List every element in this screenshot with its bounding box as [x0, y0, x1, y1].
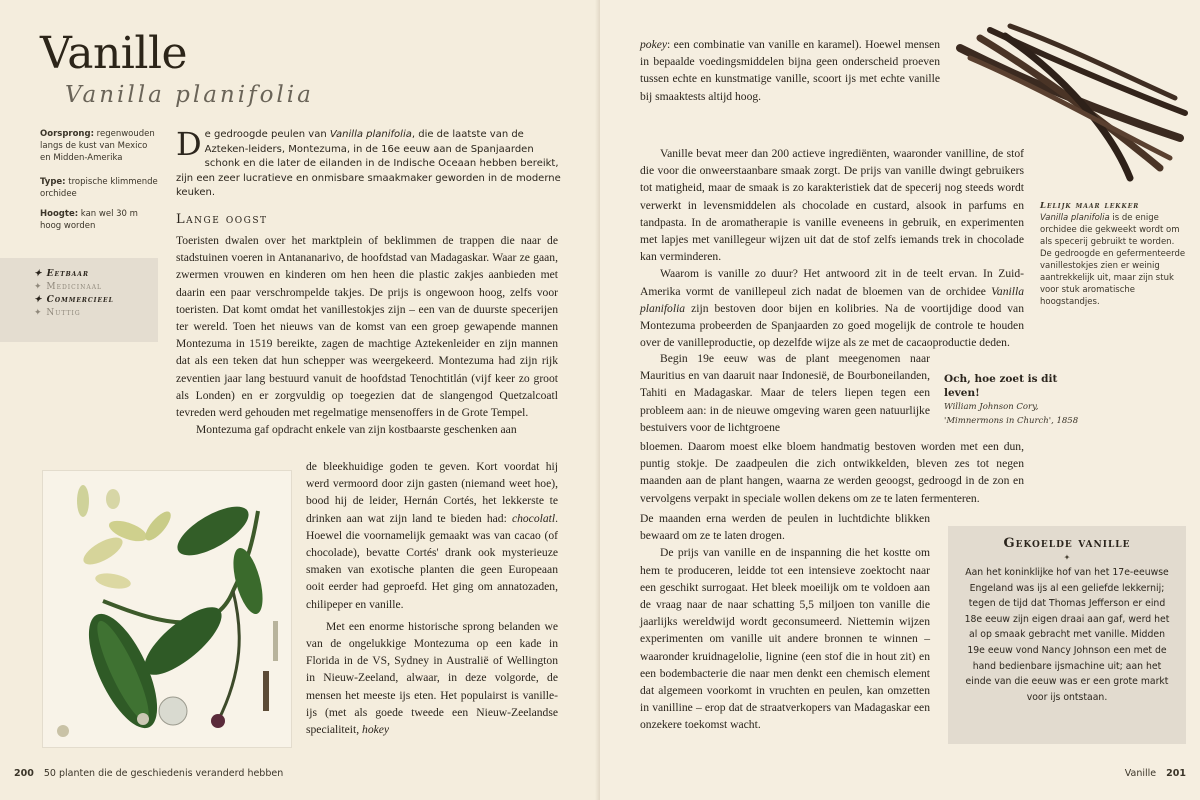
paragraph-7: De prijs van vanille en de inspanning die het kostte om hem te produceren, leidde tot een intensieve zoektocht naar een geschikt surrogaat. Het bleek moeilijk om te voldoen aan de vraag naar de naar schatting 5,5 miljoen ton vanille die jaarlijks wereldwijd wordt geconsumeerd. Niettemin wijzen experimenten om vanille uit andere bronnen te winnen – waaronder kruidnagelolie, lignine (een stof die in hout zit) en een bodembacterie die naar men denkt een chemisch element dat algemeen voorkomt in vruchten en peulen, kan omzetten in vanilline – erop dat de straatverkopers van Madagaskar een onzekere toekomst wacht.: [640, 546, 930, 732]
image-caption: [1040, 200, 1188, 308]
uses-list: [0, 258, 158, 342]
page-subtitle: Vanilla planifolia: [65, 82, 314, 108]
info-origin: [40, 128, 160, 164]
info-type: [40, 176, 160, 200]
page-number-left: 200: [14, 768, 34, 779]
caption-title: Lelijk maar lekker: [1040, 201, 1140, 211]
paragraph-1: Toeristen dwalen over het marktplein of beklimmen de trappen die naar de stadstuinen voeren in Antananarivo, de hoofdstad van Madagaskar. Waar ze gaan, zwermen vrouwen en kinderen om hen heen die plastic zakjes aanbieden met daarin een paar verschrompelde takjes. De prijs is ongewoon hoog, zelfs voor toeristen. Dat komt omdat het vanillestokjes zijn – een van de duurste specerijen ter wereld. Toen het nieuws van de komst van een groep gewapende mannen Montezuma in 1519 bereikte, zagen de machtige Aztekenleider en zijn mannen dat als een teken dat hun schepper was weergekeerd. Montezuma had zijn rijk zeventien jaar lang bestuurd vanuit de hoofdstad Tenochtitlán (vijf keer zo groot als Londen) en er zorgvuldig op toegezien dat de slangengod Quetzalcoatl tevreden werd gehouden met regelmatige mensenoffers in de Grote Tempel.: [176, 234, 558, 420]
info-origin-label: Oorsprong:: [40, 129, 94, 139]
caption-text: Vanilla planifolia is de enige orchidee die gekweekt wordt om als specerij gebruikt te worden. De gedroogde en gefermenteerde vanillestokjes zien er weinig aantrekkelijk uit, maar zijn stuk voor stuk aromatische hoogstandjes.: [1040, 213, 1186, 307]
paragraph-5: Waarom is vanille zo duur? Het antwoord zit in de teelt ervan. In Zuid-Amerika vormt de vanillepeul zich nadat de bloemen van de orchidee Vanilla planifolia zijn bestoven door bijen en kolibries. Na de voortijdige dood van Montezuma probeerden de Spanjaarden zo goed mogelijk de controle te houden over de vanilleproductie, op dezelfde wijze als ze met de cacaoproductie deden.: [640, 267, 1024, 350]
quote-text: Och, hoe zoet is dit leven!: [944, 373, 1058, 399]
sidebar-box: [948, 526, 1186, 744]
section-heading: Lange oogst: [176, 212, 268, 227]
intro-italic: Vanilla planifolia: [329, 129, 412, 140]
body-column-left: [176, 232, 558, 438]
body-column-right-narrow: [640, 350, 930, 436]
drop-cap: D: [176, 125, 202, 163]
use-commercieel: ✦ Commercieel: [34, 295, 114, 305]
paragraph-4: Vanille bevat meer dan 200 actieve ingrediënten, waaronder vanilline, de stof die voor die onweerstaanbare smaak zorgt. De prijs van vanille dwingt gebruikers tot matigheid, maar de smaak is zo karakteristiek dat de specerij nog steeds wordt verwerkt in levensmiddelen als chocolade en custard, alsook in parfums en tandpasta. In de aromatherapie is vanille eveneens in gebruik, en experimenten met lapjes met vanillegeur wijzen uit dat de stof zelfs iemands trek in chocolade kan verminderen.: [640, 147, 1024, 264]
footer-right: [1125, 768, 1186, 779]
info-height: [40, 208, 160, 232]
info-type-value: tropische klimmende orchidee: [40, 177, 158, 199]
info-height-value: kan wel 30 m hoog worden: [40, 209, 138, 231]
vanilla-beans-image: [950, 18, 1190, 188]
chapter-title-footer: Vanille: [1124, 768, 1157, 779]
paragraph-6-start: Begin 19e eeuw was de plant meegenomen naar Mauritius en van daaruit naar Indonesië, de Bourboneilanden, Tahiti en Madagaskar. Maar de telers liepen tegen een probleem aan: in de nieuwe omgeving waren geen natuurlijke bestuivers voor de lichtgroene: [640, 352, 930, 434]
body-column-right-wide: [640, 438, 1024, 507]
use-nuttig: ✦ Nuttig: [34, 308, 81, 318]
vanilla-botanical-illustration: [42, 470, 292, 748]
body-column-right-bottom: [640, 510, 930, 734]
paragraph-3: Met een enorme historische sprong belanden we van de ongelukkige Montezuma op een kade in Florida in de VS, Sydney in Australië of Wellington in Nieuw-Zeeland, alwaar, in deze volgorde, de mensen het meeste ijs eten. Het populairst is vanille-ijs (met als goede tweede een Nieuw-Zeelandse specialiteit, hokey: [306, 619, 558, 737]
body-column-right-top: [640, 36, 940, 105]
page-title: Vanille: [40, 28, 188, 79]
use-eetbaar: ✦ Eetbaar: [34, 269, 89, 279]
page-number-right: 201: [1166, 768, 1186, 779]
paragraph-2-cont: de bleekhuidige goden te geven. Kort voordat hij werd vermoord door zijn gasten (niemand weet hoe), bood hij de leider, Hernán Cortés, het lekkerste te drinken aan wat zijn land te bieden had: chocolatl. Hoewel die voornamelijk gemaakt was van cacao (of chocolade), bevatte Cortés' drank ook mysterieuze smaken van exotische planten die geen Europeaan ooit eerder had geproefd. Het ging om annatozaden, chilipeper en vanille.: [306, 460, 558, 611]
paragraph-2-start: Montezuma gaf opdracht enkele van zijn kostbaarste geschenken aan: [196, 423, 517, 437]
paragraph-6-end: De maanden erna werden de peulen in luchtdichte blikken bewaard om ze te laten drogen.: [640, 512, 930, 543]
paragraph-3-cont: pokey: een combinatie van vanille en karamel). Hoewel mensen in bepaalde voedingsmiddelen bijna geen onderscheid proeven tussen echte en kunstmatige vanille, scoort ijs met echte vanille bij smaaktests altijd hoog.: [640, 38, 940, 103]
info-height-label: Hoogte:: [40, 209, 79, 219]
intro-paragraph: [176, 125, 566, 201]
body-column-left-narrow: [306, 458, 558, 738]
pull-quote: [944, 372, 1084, 428]
footer-left: [14, 768, 283, 779]
quote-author: William Johnson Cory,: [944, 402, 1039, 412]
intro-text-1: e gedroogde peulen van: [204, 129, 330, 140]
paragraph-6-cont: bloemen. Daarom moest elke bloem handmatig bestoven worden met een dun, puntig stokje. De zaadpeulen die zich ontwikkelden, bleven zes tot negen maanden aan de plant hangen, waarna ze werden geoogst, gedroogd in de zon en vervolgens verpakt in speciale wollen dekens om ze te laten fermenteren.: [640, 440, 1024, 505]
use-medicinaal: ✦ Medicinaal: [34, 282, 103, 292]
intro-text-2: , die de laatste van de Azteken-leiders, Montezuma, in de 16e eeuw aan de Spanjaarden schonk en die later de eilanden in de Indische Oceaan hebben bereikt, zijn een zeer lucratieve en onmisbare smaakmaker geworden in de moderne keuken.: [176, 129, 561, 199]
info-type-label: Type:: [40, 177, 66, 187]
sidebar-title: Gekoelde vanille: [1003, 536, 1131, 551]
info-origin-value: regenwouden langs de kust van Mexico en Midden-Amerika: [40, 129, 155, 163]
sidebar-text: Aan het koninklijke hof van het 17e-eeuwse Engeland was ijs al een geliefde lekkernij; tegen de tijd dat Thomas Jefferson er eind 18e eeuw zijn eigen draai aan gaf, werd het al op smaak gebracht met vanille. Midden 19e eeuw vond Nancy Johnson een met de hand bedienbare ijsmachine uit; aan het einde van die eeuw was er een grote markt voor ijs ontstaan.: [964, 567, 1170, 703]
botanical-drawing-icon: [43, 471, 291, 747]
diamond-icon: ✦: [1063, 553, 1071, 562]
quote-source: 'Mimnermons in Church', 1858: [944, 416, 1079, 426]
vanilla-beans-icon: [950, 18, 1190, 188]
book-title-footer: 50 planten die de geschiedenis veranderd hebben: [43, 768, 284, 779]
